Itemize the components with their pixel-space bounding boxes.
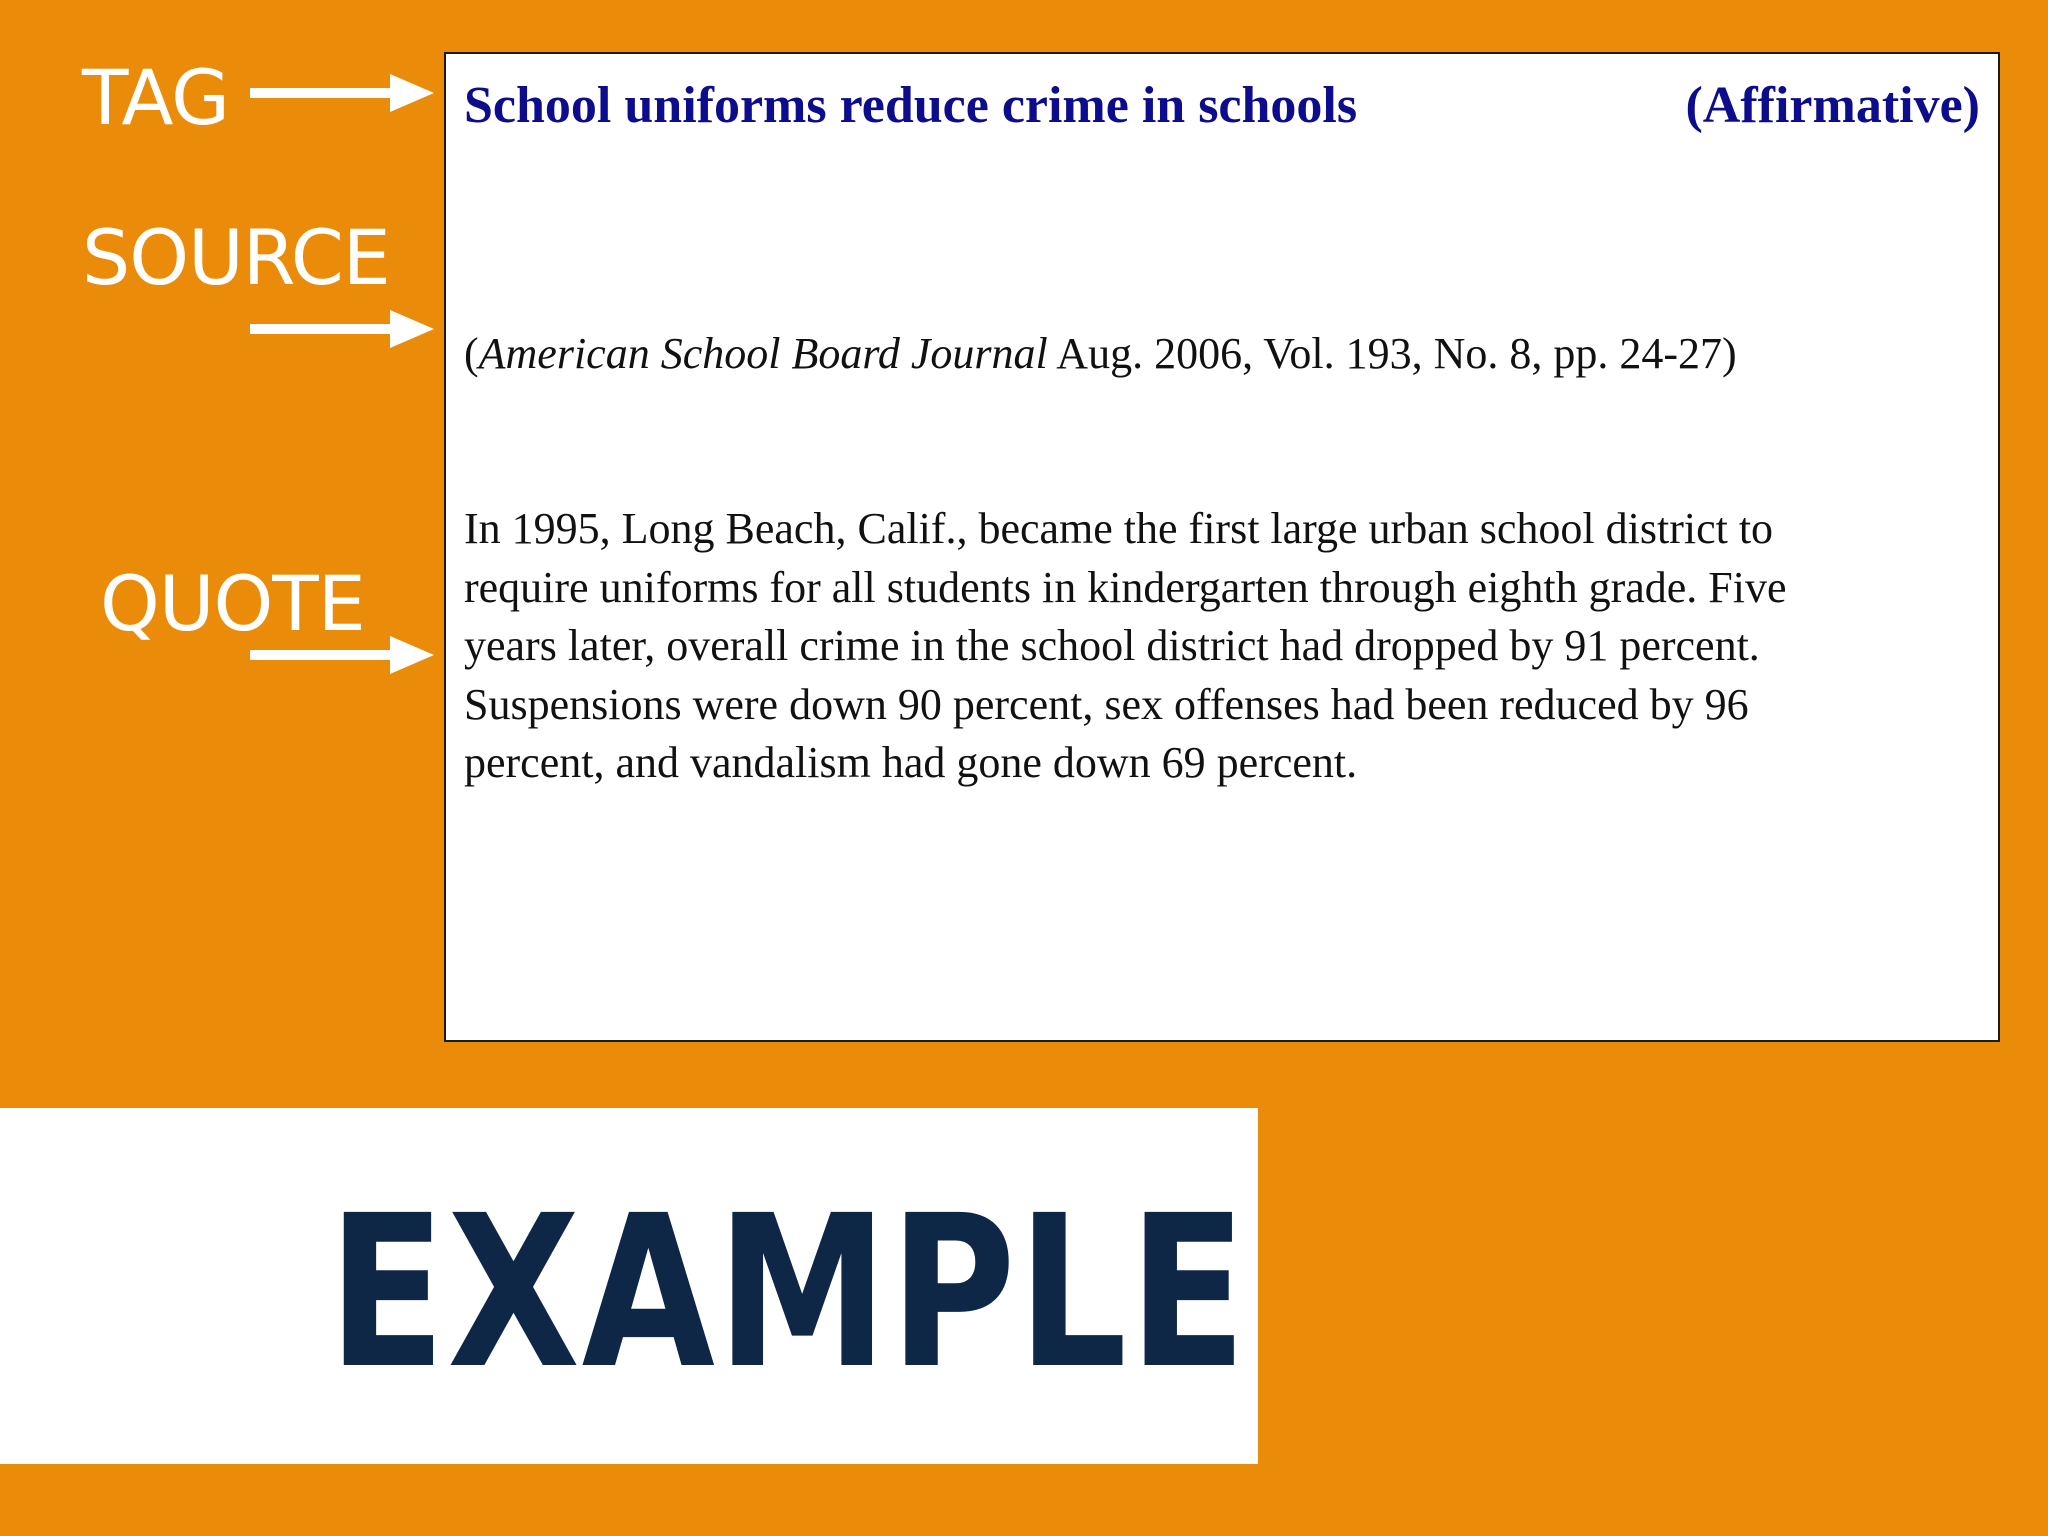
quote-line: percent, and vandalism had gone down 69 percent. — [464, 738, 1358, 787]
quote-label: QUOTE — [100, 559, 365, 648]
card-tag-claim: School uniforms reduce crime in schools — [464, 77, 1358, 134]
card-source-citation — [464, 326, 1737, 382]
source-label: SOURCE — [82, 213, 390, 302]
quote-line: years later, overall crime in the school district had dropped by 91 percent. — [464, 621, 1760, 670]
right-arrow-icon — [250, 70, 434, 118]
card-quote-text — [464, 500, 1787, 793]
tag-label: TAG — [82, 53, 230, 142]
evidence-card — [444, 52, 2000, 1042]
quote-line: Suspensions were down 90 percent, sex offenses had been reduced by 96 — [464, 679, 1749, 729]
citation-open-paren: ( — [464, 329, 479, 378]
quote-line: require uniforms for all students in kindergarten through eighth grade. Five — [464, 562, 1787, 612]
quote-line: In 1995, Long Beach, Calif., became the first large urban school district to — [464, 504, 1774, 553]
example-title: EXAMPLE — [327, 1170, 1248, 1415]
citation-journal: American School Board Journal — [478, 329, 1048, 378]
right-arrow-icon — [250, 306, 434, 354]
citation-details: Aug. 2006, Vol. 193, No. 8, pp. 24-27) — [1047, 329, 1737, 378]
card-tag-side: (Affirmative) — [1685, 77, 1980, 134]
card-tag-line — [464, 74, 1980, 138]
right-arrow-icon — [250, 632, 434, 680]
example-banner — [0, 1108, 1258, 1464]
